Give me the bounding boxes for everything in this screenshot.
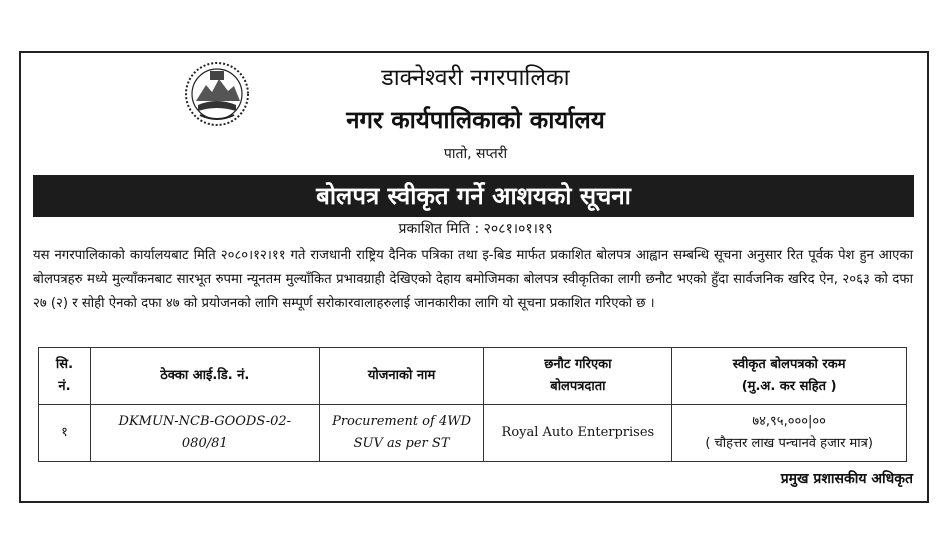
cell-project-line1: Procurement of 4WD [332,414,472,429]
cell-amount-figure: ७४,९५,०००|०० [752,414,826,429]
header-amount-line1: स्वीकृत बोलपत्रको रकम [732,357,846,372]
office-name: नगर कार्यपालिकाको कार्यालय [346,106,605,134]
municipality-name: डाक्नेश्वरी नगरपालिका [381,65,570,91]
cell-contract-id-line2: 080/81 [181,436,228,451]
header-bidder-line2: बोलपत्रदाता [550,379,606,394]
signature-title: प्रमुख प्रशासकीय अधिकृत [780,471,913,487]
cell-contract-id-line1: DKMUN-NCB-GOODS-02- [118,414,292,429]
header-contract-id: ठेक्का आई.डि. नं. [90,348,319,405]
notice-body: यस नगरपालिकाको कार्यालयबाट मिति २०८०।१२।११ गते राजधानी राष्ट्रिय दैनिक पत्रिका तथा इ-बिड मार्फत प्रकाशित बोलपत्र आह्वान सम्बन्धि सूचना अनुसार रित पूर्वक पेश हुन आएका बोलपत्रहरु मध्ये मुल्याँकनबाट सारभूत रुपमा न्यूनतम मुल्याँकित प्रभावग्राही देखिएको देहाय बमोजिमका बोलपत्र स्वीकृतिका लागी छनौट भएको हुँदा सार्वजनिक खरिद ऐन, २०६३ को दफा २७ (२) र सोही ऐनको दफा ४७ को प्रयोजनको लागि सम्पूर्ण सरोकारवालाहरुलाई जानकारीका लागि यो सूचना प्रकाशित गरिएको छ । [33,248,913,311]
cell-amount [672,405,907,462]
cell-serial: १ [39,405,91,462]
table-header-row [39,348,907,405]
header-bidder [484,348,672,405]
cell-project-name [319,405,484,462]
notice-title-banner: बोलपत्र स्वीकृत गर्ने आशयको सूचना [33,175,914,217]
cell-bidder: Royal Auto Enterprises [484,405,672,462]
table-row [39,405,907,462]
published-date: प्रकाशित मिति : २०८१।०१।१९ [398,221,553,237]
header-project-name: योजनाको नाम [319,348,484,405]
cell-project-line2: SUV as per ST [353,436,450,451]
header-serial-line2: नं. [58,379,71,394]
office-address: पातो, सप्तरी [443,146,508,162]
header-serial-line1: सि. [55,357,74,372]
header-amount-line2: (मु.अ. कर सहित ) [741,379,837,394]
award-table [38,347,907,462]
cell-contract-id [90,405,319,462]
header-bidder-line1: छनौट गरिएका [544,357,612,372]
header-serial [39,348,91,405]
cell-amount-words: ( चौहत्तर लाख पन्चानवे हजार मात्र) [705,436,873,451]
header-amount [672,348,907,405]
